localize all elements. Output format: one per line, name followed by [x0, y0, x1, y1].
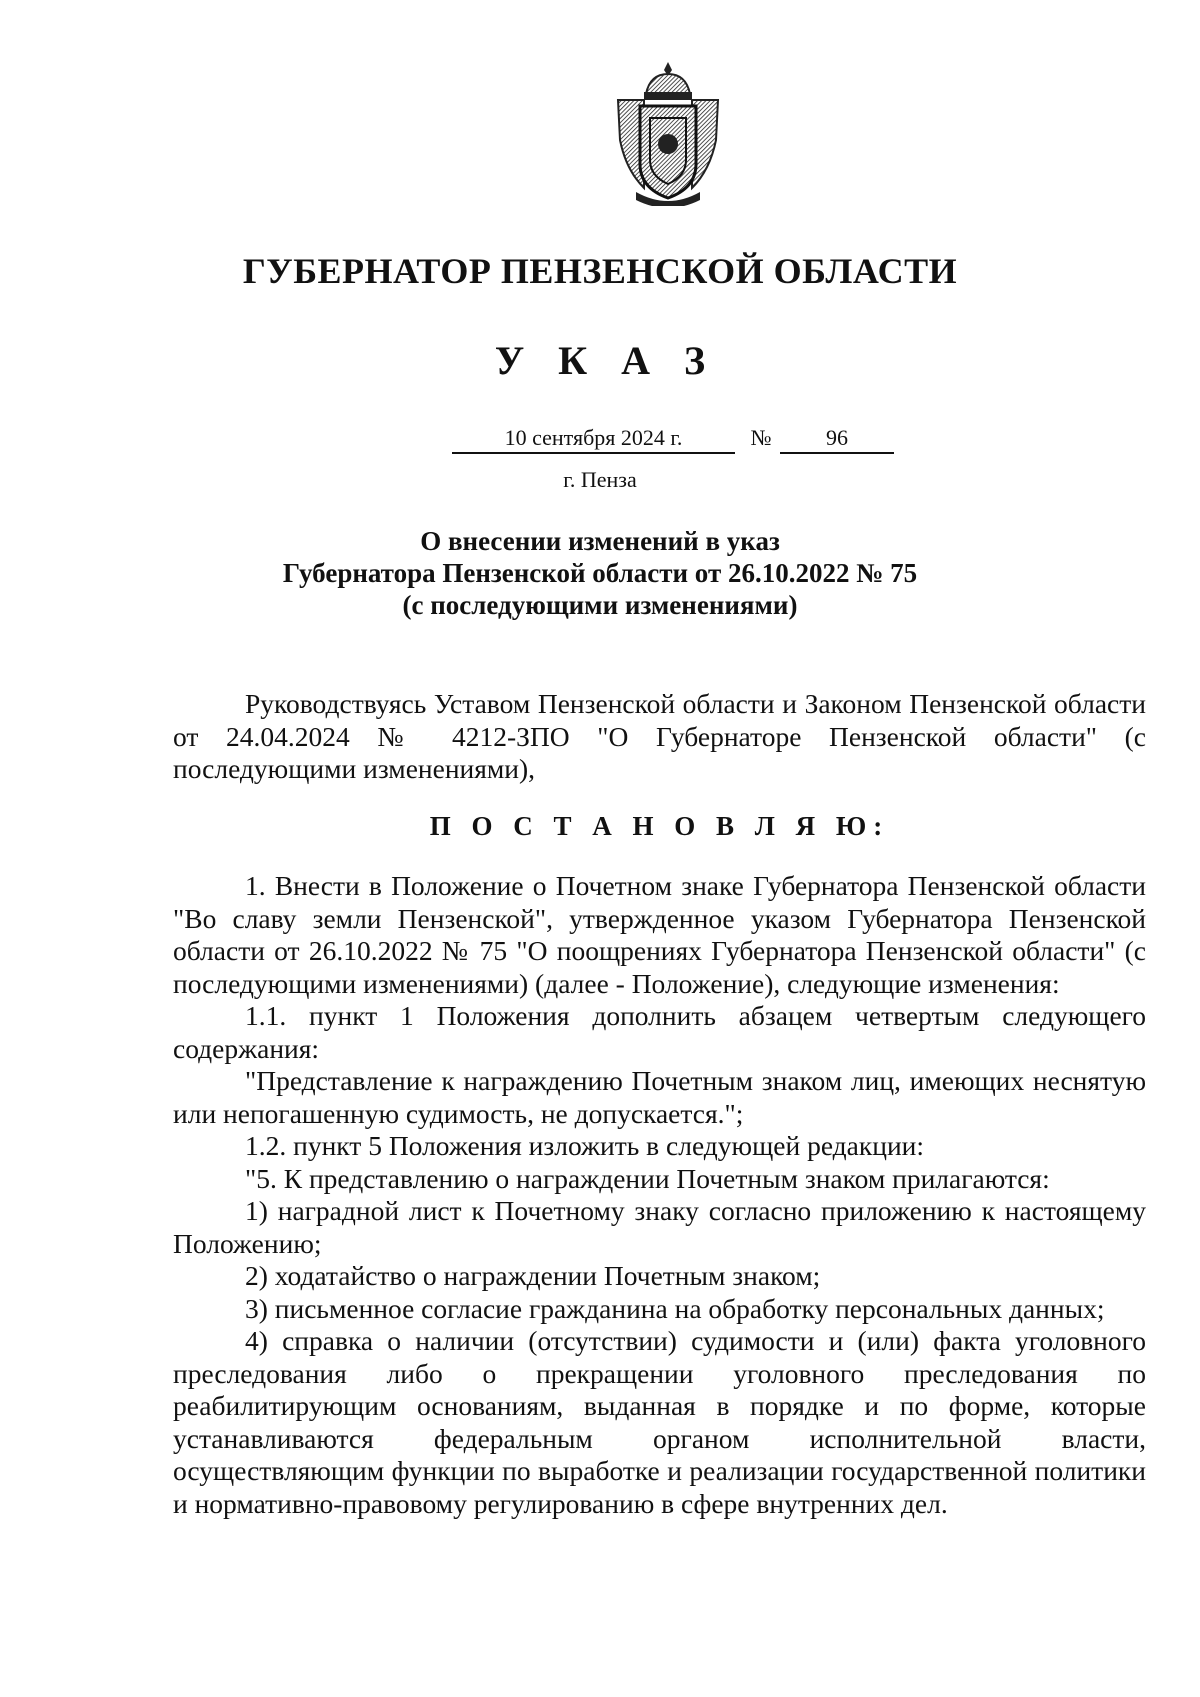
issuing-authority: ГУБЕРНАТОР ПЕНЗЕНСКОЙ ОБЛАСТИ [242, 251, 958, 291]
coat-of-arms-icon [606, 60, 730, 206]
body-paragraph: 3) письменное согласие гражданина на обработку персональных данных; [245, 1292, 1105, 1324]
coat-of-arms-emblem [606, 60, 730, 206]
body-paragraph: 1.2. пункт 5 Положения изложить в следующей редакции: [245, 1130, 925, 1161]
title-line: (с последующими изменениями) [402, 590, 798, 620]
body-paragraph: 1) наградной лист к Почетному знаку согласно приложению к настоящему Положению; [173, 1195, 1146, 1259]
body-paragraph: "5. К представлению о награждении Почетным знаком прилагаются: [245, 1162, 1050, 1194]
body-paragraph: 1.1. пункт 1 Положения дополнить абзацем четвертым следующего содержания: [173, 1000, 1146, 1064]
number-sign: № [750, 425, 772, 450]
preamble-paragraph: Руководствуясь Уставом Пензенской области и Законом Пензенской области от 24.04.2024 № 4212-ЗПО "О Губернаторе Пензенской области" (с последующими изменениями), [173, 688, 1146, 784]
body-paragraph: "Представление к награждению Почетным знаком лиц, имеющих неснятую или непогашенную судимость, не допускается."; [173, 1065, 1146, 1129]
document-date: 10 сентября 2024 г. [452, 424, 735, 454]
body-paragraph: 2) ходатайство о награждении Почетным знаком; [245, 1260, 821, 1291]
title-line: Губернатора Пензенской области от 26.10.2022 № 75 [282, 558, 918, 588]
title-line: О внесении изменений в указ [420, 526, 780, 556]
decree-heading: П О С Т А Н О В Л Я Ю: [429, 810, 890, 841]
document-title [0, 525, 1200, 621]
body-paragraph: 1. Внести в Положение о Почетном знаке Губернатора Пензенской области "Во славу земли Пензенской", утвержденное указом Губернатора Пензенской области от 26.10.2022 № 75 "О поощрениях Губернатора Пензенской области" (с последующими изменениями) (далее - Положение), следующие изменения: [173, 870, 1146, 999]
document-number: 96 [780, 424, 894, 454]
document-type: У К А З [494, 338, 718, 383]
document-body [173, 688, 1146, 1520]
body-paragraph: 4) справка о наличии (отсутствии) судимости и (или) факта уголовного преследования либо о прекращении уголовного преследования по реабилитирующим основаниям, выданная в порядке и по форме, которые устанавливаются федеральным органом исполнительной власти, осуществляющим функции по выработке и реализации государственной политики и нормативно-правовому регулированию в сфере внутренних дел. [173, 1325, 1146, 1519]
issue-city: г. Пенза [563, 467, 637, 492]
